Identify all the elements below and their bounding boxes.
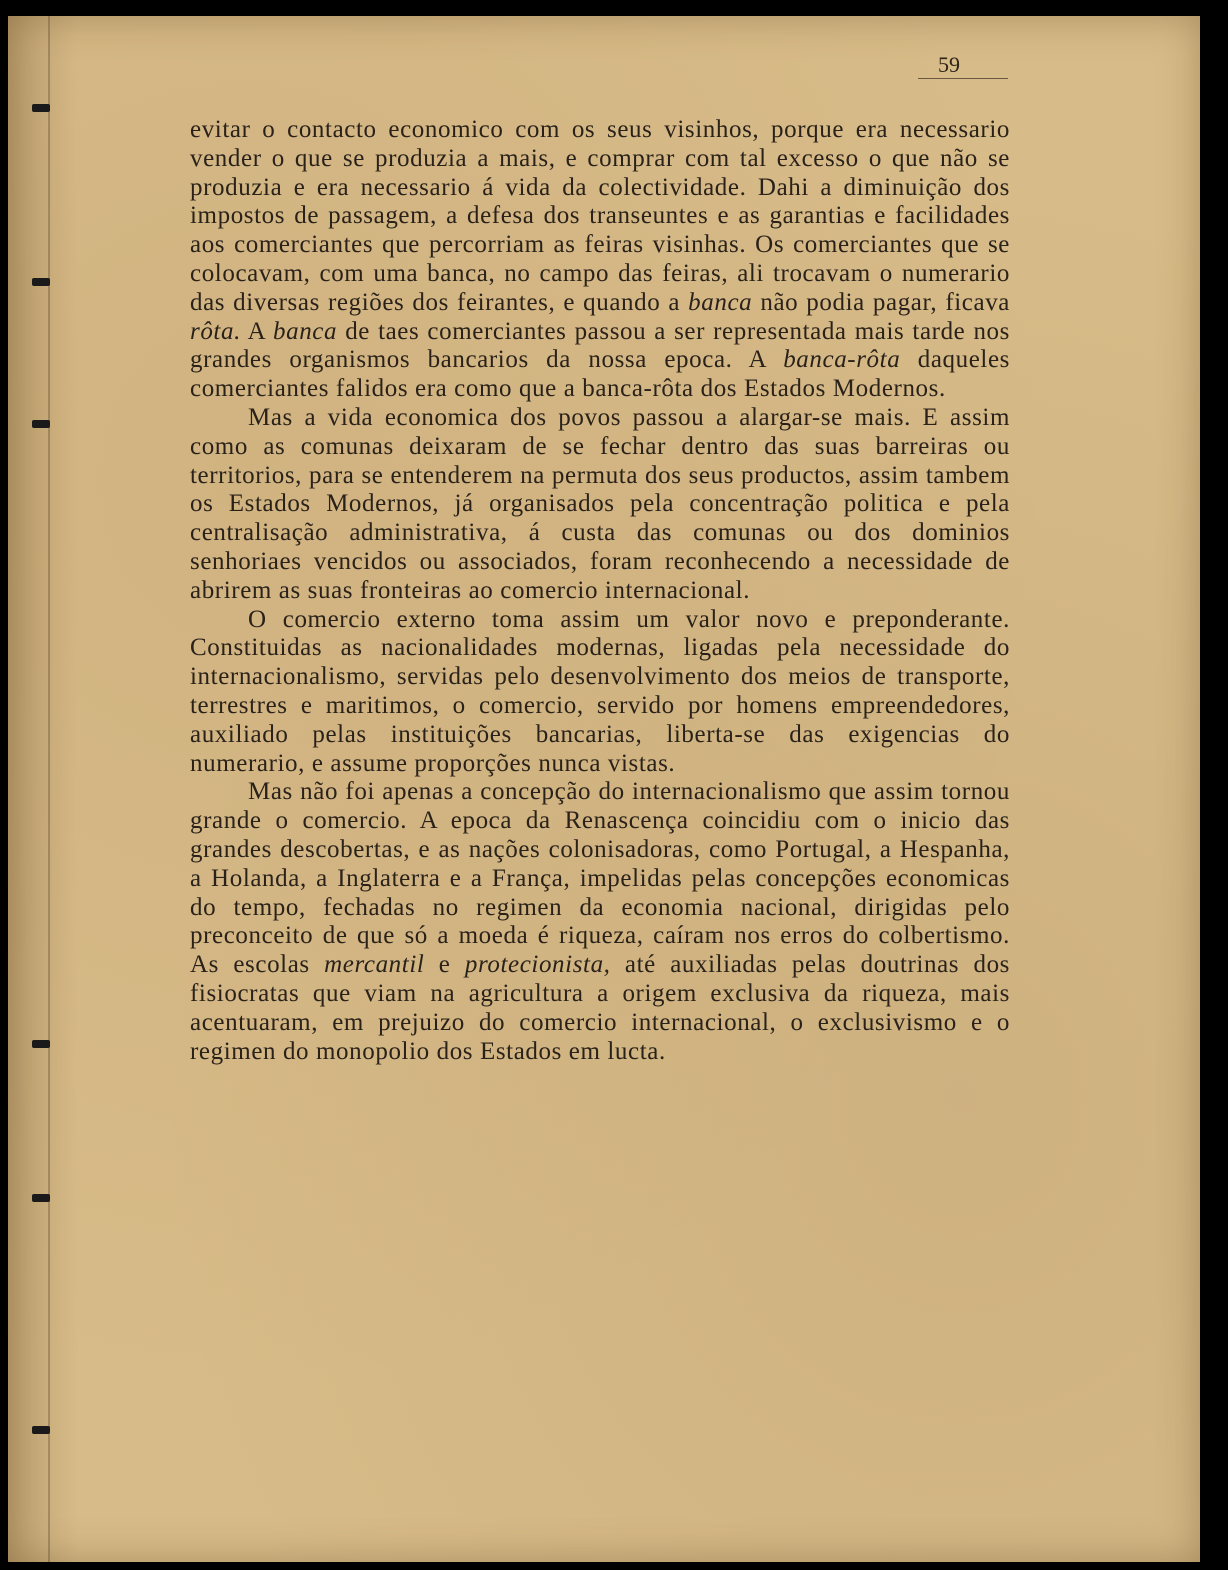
paragraph <box>190 606 1010 779</box>
text-run: até auxiliadas pelas doutrinas dos fisiocratas que viam na agricultura a origem exclusiva da riqueza, mais acentuaram, em prejuizo do comercio internacional, o exclusivismo e o regimen do monopolio dos Estados em lucta. <box>190 951 1010 1065</box>
text-run: O comercio externo toma assim um valor novo e preponderante. Constituidas as nacionalidades modernas, ligadas pela necessidade do internacionalismo, servidas pelo desenvolvimento dos meios de transporte, terrestres e maritimos, o comercio, servido por homens empreendedores, auxiliado pelas instituições bancarias, liberta-se das exigencias do numerario, e assume proporções nunca vistas. <box>190 605 1010 777</box>
binding-stitch <box>32 1194 50 1202</box>
italic-term: rôta. <box>190 317 241 345</box>
book-page <box>8 16 1200 1562</box>
page-number-rule <box>918 78 1008 79</box>
binding-gutter <box>48 16 50 1562</box>
text-run: A <box>240 317 273 345</box>
italic-term: banca <box>273 317 338 345</box>
italic-term: protecionista, <box>464 951 611 979</box>
text-run: não podia pagar, ficava <box>752 288 1010 316</box>
paragraph <box>190 778 1010 1066</box>
text-run: e <box>424 951 465 979</box>
text-run: evitar o contacto economico com os seus visinhos, porque era necessario vender o que se produzia a mais, e comprar com tal excesso o que não se produzia e era necessario á vida da colectividade. Dahi a diminuição dos impostos de passagem, a defesa dos transeuntes e as garantias e facilidades aos comerciantes que percorriam as feiras visinhas. Os comerciantes que se colocavam, com uma banca, no campo das feiras, ali trocavam o numerario das diversas regiões dos feirantes, e quando a <box>190 116 1010 316</box>
text-run: Mas a vida economica dos povos passou a alargar-se mais. E assim como as comunas deixaram de se fechar dentro das suas barreiras ou territorios, para se entenderem na permuta dos seus productos, assim tambem os Estados Modernos, já organisados pela concentração politica e pela centralisação administrativa, á custa das comunas ou dos dominios senhoriaes vencidos ou associados, foram reconhecendo a necessidade de abrirem as suas fronteiras ao comercio internacional. <box>190 403 1010 604</box>
binding-stitch <box>32 104 50 112</box>
binding-stitch <box>32 278 50 286</box>
text-run: de taes comerciantes passou a ser representada mais tarde nos grandes organismos bancarios da nossa epoca. A <box>190 317 1010 374</box>
binding-stitch <box>32 1426 50 1434</box>
italic-term: banca <box>688 288 753 316</box>
italic-term: banca-rôta <box>783 346 901 374</box>
paragraph <box>190 116 1010 404</box>
paragraph <box>190 404 1010 606</box>
text-run: Mas não foi apenas a concepção do internacionalismo que assim tornou grande o comercio. A epoca da Renascença coincidiu com o inicio das grandes descobertas, e as nações colonisadoras, como Portugal, a Hespanha, a Holanda, a Inglaterra e a França, impelidas pelas concepções economicas do tempo, fechadas no regimen da economia nacional, dirigidas pelo preconceito de que só a moeda é riqueza, caíram nos erros do colbertismo. As escolas <box>190 778 1010 979</box>
binding-stitch <box>32 420 50 428</box>
italic-term: mercantil <box>324 951 425 979</box>
text-run: daqueles comerciantes falidos era como que a banca-rôta dos Estados Modernos. <box>190 346 1010 403</box>
page-number: 59 <box>938 52 960 77</box>
body-text <box>190 116 1010 1066</box>
binding-stitch <box>32 1040 50 1048</box>
